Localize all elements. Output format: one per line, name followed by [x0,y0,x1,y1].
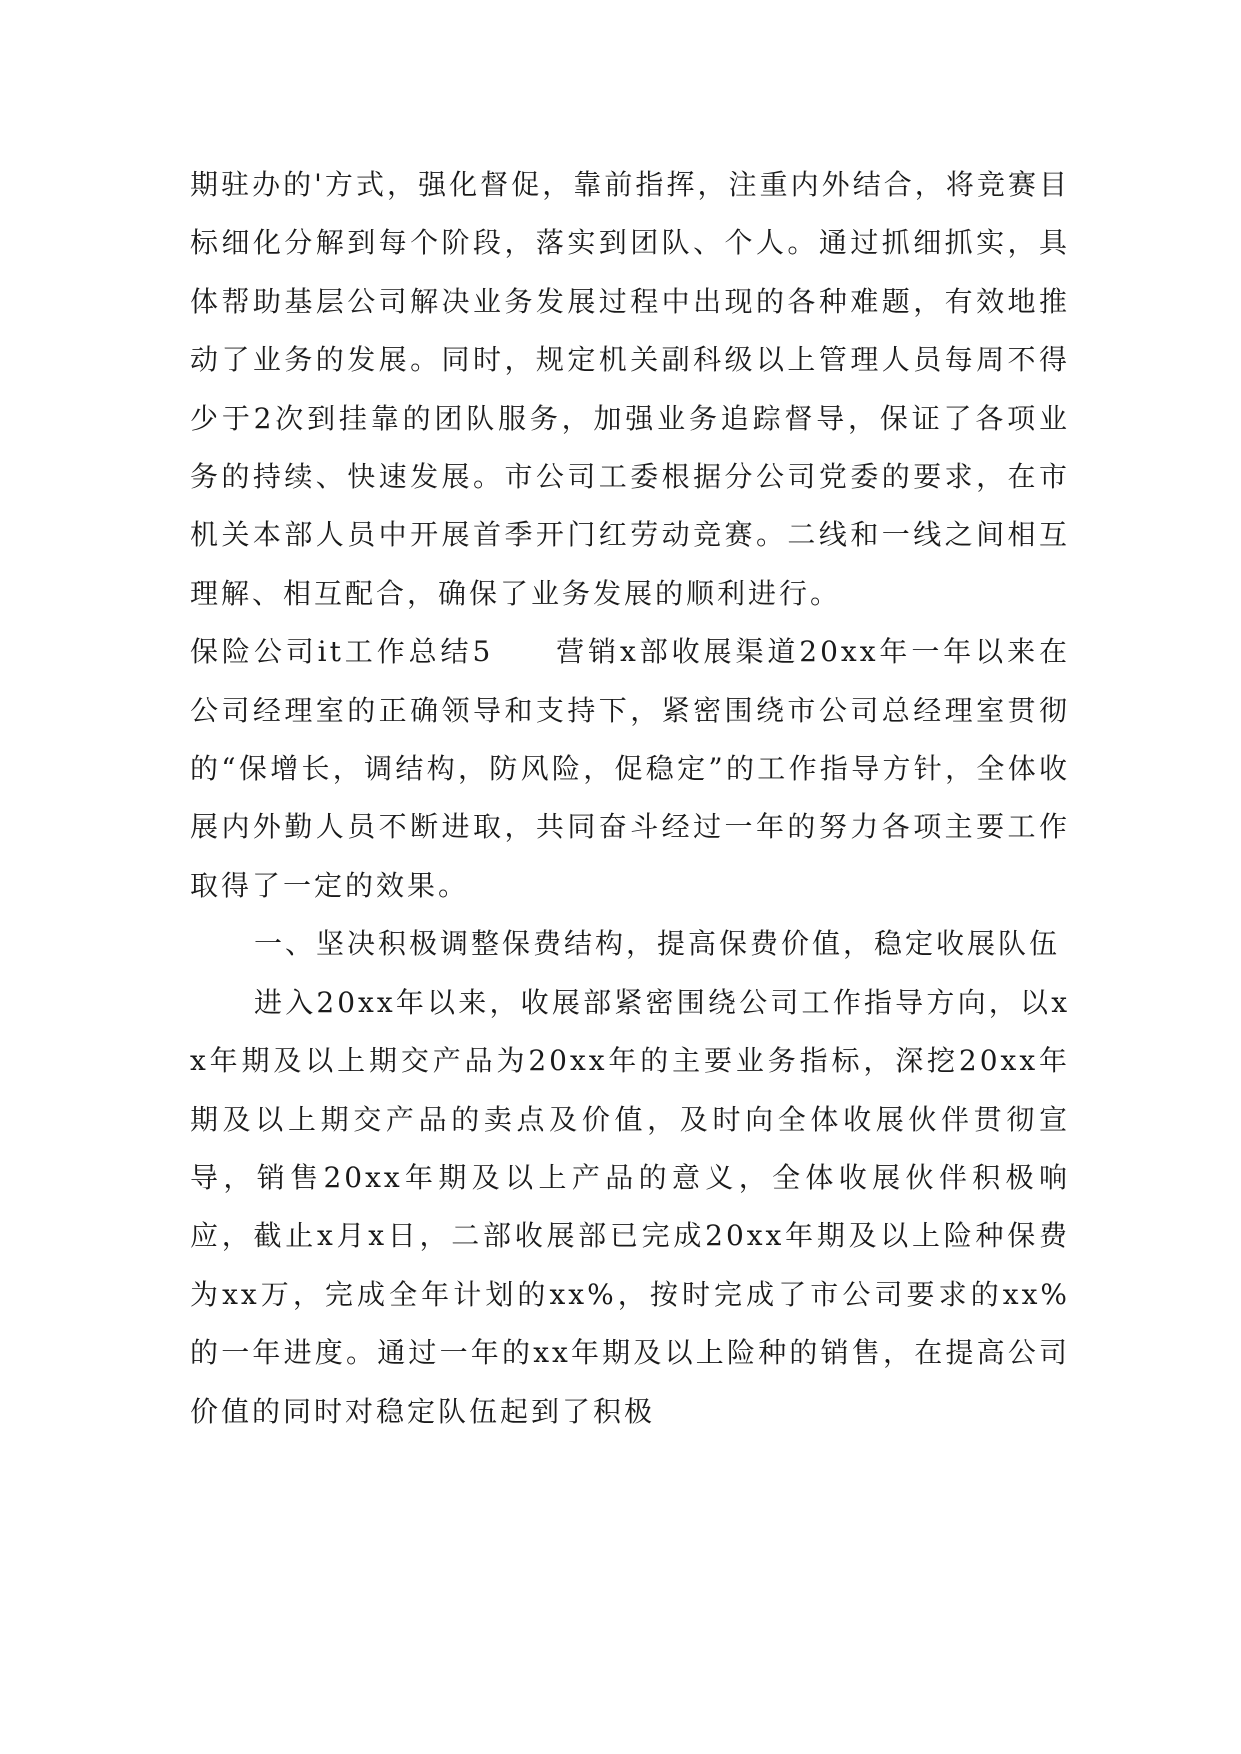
section-title: 保险公司it工作总结5 [190,635,494,669]
section-5-body: 营销x部收展渠道20xx年一年以来在公司经理室的正确领导和支持下，紧密围绕市公司总经理室贯彻的“保增长，调结构，防风险，促稳定”的工作指导方针，全体收展内外勤人员不断进取，共同奋斗经过一年的努力各项主要工作取得了一定的效果。 [190,635,1070,902]
paragraph-heading-1: 一、坚决积极调整保费结构，提高保费价值，稳定收展队伍 [254,927,1061,961]
paragraph-body-1: 进入20xx年以来，收展部紧密围绕公司工作指导方向，以xx年期及以上期交产品为20xx年的主要业务指标，深挖20xx年期及以上期交产品的卖点及价值，及时向全体收展伙伴贯彻宣导，销售20xx年期及以上产品的意义，全体收展伙伴积极响应，截止x月x日，二部收展部已完成20xx年期及以上险种保费为xx万，完成全年计划的xx%，按时完成了市公司要求的xx%的一年进度。通过一年的xx年期及以上险种的销售，在提高公司价值的同时对稳定队伍起到了积极 [190,985,1070,1428]
paragraph-continuation: 期驻办的'方式，强化督促，靠前指挥，注重内外结合，将竞赛目标细化分解到每个阶段，落实到团队、个人。通过抓细抓实，具体帮助基层公司解决业务发展过程中出现的各种难题，有效地推动了业务的发展。同时，规定机关副科级以上管理人员每周不得少于2次到挂靠的团队服务，加强业务追踪督导，保证了各项业务的持续、快速发展。市公司工委根据分公司党委的要求，在市机关本部人员中开展首季开门红劳动竞赛。二线和一线之间相互理解、相互配合，确保了业务发展的顺利进行。 [190,168,1070,610]
document-body [190,156,1070,1441]
paragraph-section-5 [190,623,1070,915]
